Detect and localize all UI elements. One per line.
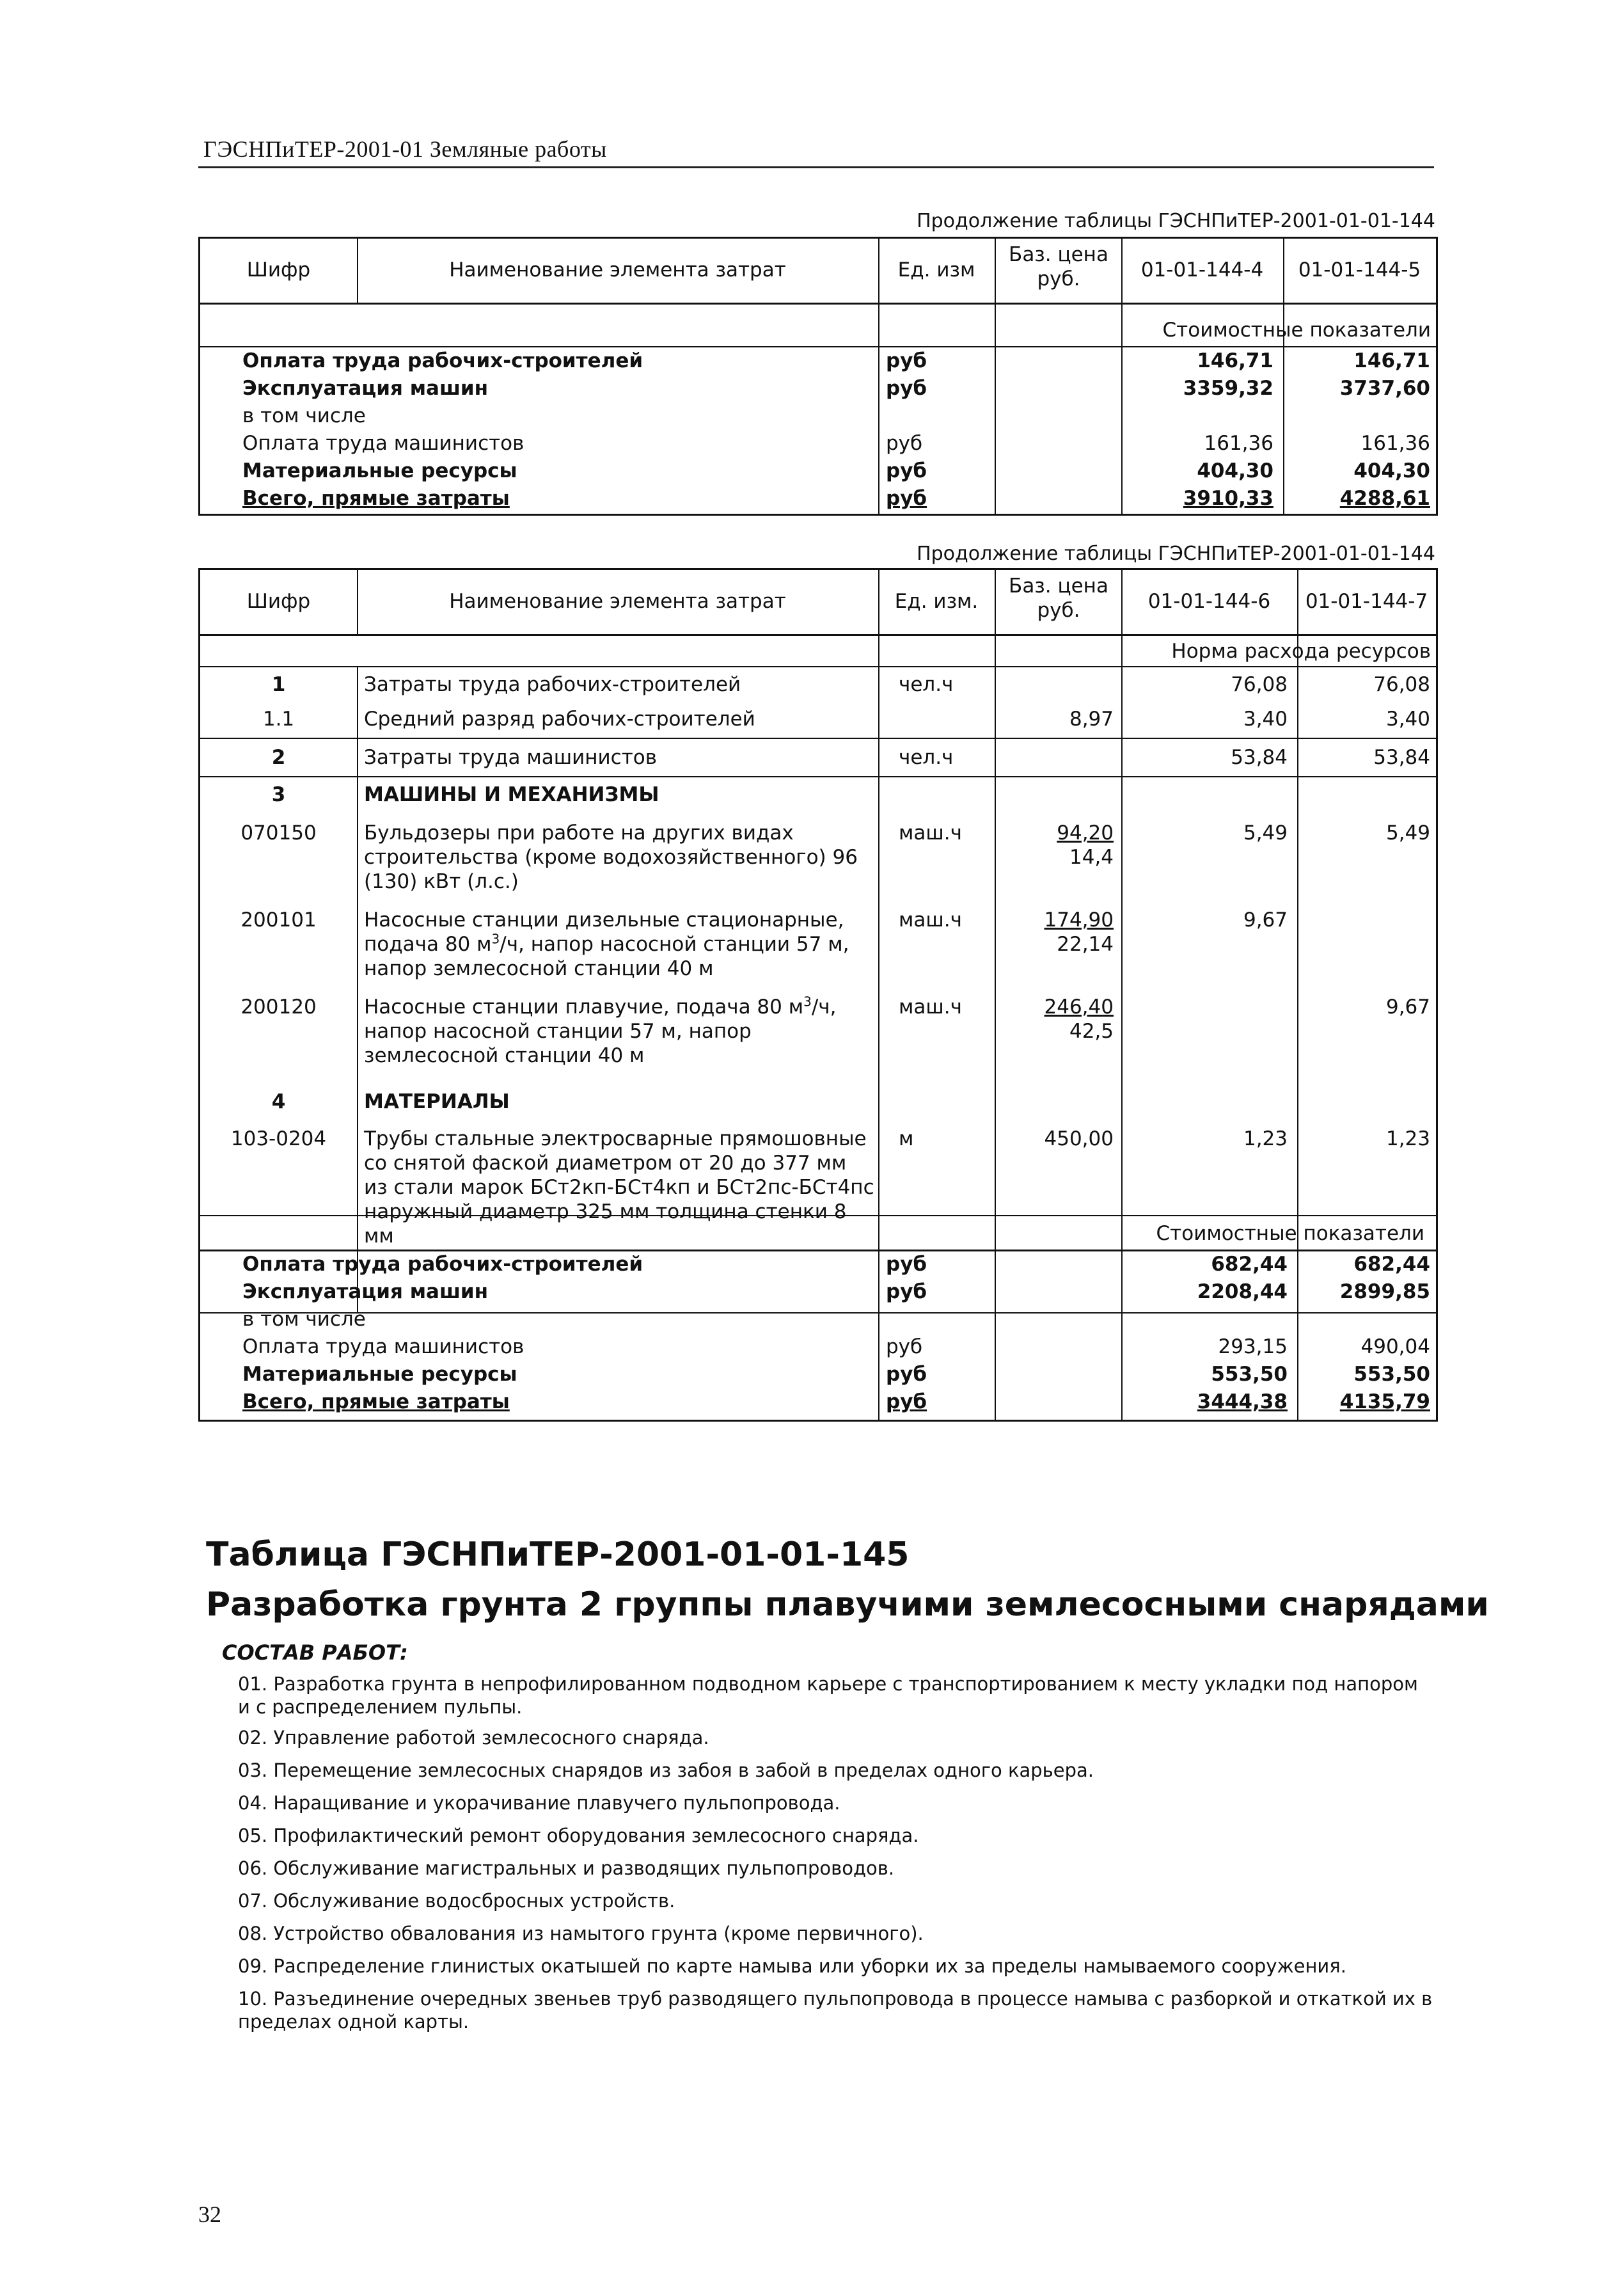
- t2-row-name: МАТЕРИАЛЫ: [364, 1090, 510, 1113]
- t2-hline: [200, 776, 1436, 777]
- t2-cost-v1: 2208,44: [1197, 1280, 1288, 1303]
- t1-row-v1: 3910,33: [1183, 487, 1273, 510]
- t2-row-code: 1.1: [262, 708, 295, 731]
- t2-row-code: 200120: [240, 996, 317, 1019]
- t2-cost-name: в том числе: [242, 1308, 366, 1331]
- t2-row-price: 174,90: [1044, 909, 1114, 932]
- t2-row-unit: маш.ч: [899, 996, 962, 1019]
- t2-cost-name: Эксплуатация машин: [242, 1280, 489, 1303]
- t2-row-code: 070150: [240, 821, 317, 845]
- t2-vline: [878, 570, 879, 1420]
- t2-cost-name: Оплата труда рабочих-строителей: [242, 1253, 643, 1276]
- table1: [198, 237, 1438, 516]
- t2-cost-v2: 4135,79: [1339, 1390, 1430, 1413]
- t2-row-code: 1: [271, 673, 286, 696]
- t2-cost-unit: руб: [886, 1253, 927, 1276]
- t2-section-cost: Стоимостные показатели: [1156, 1222, 1424, 1245]
- table-145-subtitle: Разработка грунта 2 группы плавучими землесосными снарядами: [206, 1585, 1489, 1624]
- t1-row-unit: руб: [886, 377, 927, 400]
- table2: [198, 568, 1438, 1422]
- t1-row-v2: 161,36: [1360, 432, 1430, 455]
- t1-col-price: Баз. цена руб.: [1009, 243, 1108, 290]
- t2-row-name: Бульдозеры при работе на других видах строительства (кроме водохозяйственного) 96 (130) кВт (л.с.): [364, 821, 858, 893]
- t2-row-v2: 3,40: [1385, 708, 1430, 731]
- work-item: 02. Управление работой землесосного снаряда.: [238, 1727, 709, 1749]
- t2-row-v2: 5,49: [1385, 821, 1430, 845]
- t2-row-name: Насосные станции дизельные стационарные, подача 80 $м^3/ч$, напор насосной станции 57 м, напор землесосной станции 40 м: [364, 909, 849, 980]
- t2-row-unit: маш.ч: [899, 909, 962, 932]
- t2-row-v2: 9,67: [1385, 996, 1430, 1019]
- t1-row-name: Оплата труда машинистов: [242, 432, 524, 455]
- page-number: 32: [198, 2202, 221, 2227]
- works-heading: СОСТАВ РАБОТ:: [222, 1640, 408, 1665]
- t2-row-code: 103-0204: [230, 1127, 327, 1150]
- t1-vline: [995, 239, 996, 514]
- t2-row-name: Затраты труда машинистов: [364, 746, 658, 769]
- t2-row-unit: чел.ч: [899, 746, 954, 769]
- t1-row-v1: 146,71: [1197, 349, 1273, 372]
- t1-col-code: Шифр: [246, 258, 311, 282]
- t2-col-unit: Ед. изм.: [894, 590, 979, 613]
- t2-row-unit: м: [899, 1127, 914, 1150]
- t1-row-name: Оплата труда рабочих-строителей: [242, 349, 643, 372]
- t2-row-unit: чел.ч: [899, 673, 954, 696]
- t2-row-unit: маш.ч: [899, 821, 962, 845]
- t1-row-v2: 4288,61: [1339, 487, 1430, 510]
- t2-row-price: 246,40: [1044, 996, 1114, 1019]
- work-item: 05. Профилактический ремонт оборудования землесосного снаряда.: [238, 1825, 919, 1846]
- t2-row-v1: 9,67: [1243, 909, 1288, 932]
- header-rule: [198, 166, 1434, 168]
- t1-row-unit: руб: [886, 487, 927, 510]
- t1-hline: [200, 303, 1436, 305]
- t2-cost-v2: 2899,85: [1339, 1280, 1430, 1303]
- t2-row-v1: 3,40: [1243, 708, 1288, 731]
- t2-hline: [200, 634, 1436, 636]
- t1-row-name: Всего, прямые затраты: [242, 487, 510, 510]
- running-header: ГЭСНПиТЕР-2001-01 Земляные работы: [203, 136, 607, 162]
- t2-col-name: Наименование элемента затрат: [449, 590, 786, 613]
- t2-row-price2: 14,4: [1069, 846, 1114, 869]
- t2-row-price: 94,20: [1057, 821, 1114, 845]
- work-item: 10. Разъединение очередных звеньев труб разводящего пульпопровода в процессе намыва с разборкой и откаткой их в пределах одной карты.: [238, 1988, 1433, 2033]
- t1-col-name: Наименование элемента затрат: [449, 258, 786, 282]
- t2-row-code: 4: [271, 1090, 286, 1113]
- t2-row-price: 8,97: [1069, 708, 1114, 731]
- t2-cost-unit: руб: [886, 1390, 927, 1413]
- t2-row-code: 2: [271, 746, 286, 769]
- t2-cost-name: Материальные ресурсы: [242, 1363, 517, 1386]
- t2-col-v2: 01-01-144-7: [1305, 590, 1428, 613]
- table-145-title: Таблица ГЭСНПиТЕР-2001-01-01-145: [206, 1536, 910, 1574]
- t1-row-name: Материальные ресурсы: [242, 459, 517, 482]
- t2-row-v1: 76,08: [1231, 673, 1288, 696]
- t1-row-v1: 3359,32: [1183, 377, 1273, 400]
- t2-cost-name: Всего, прямые затраты: [242, 1390, 510, 1413]
- t1-section-cost: Стоимостные показатели: [1162, 319, 1431, 342]
- t2-cost-unit: руб: [886, 1335, 923, 1358]
- t1-row-name: Эксплуатация машин: [242, 377, 489, 400]
- t2-row-name: Средний разряд рабочих-строителей: [364, 708, 755, 731]
- t2-row-code: 200101: [240, 909, 317, 932]
- t1-row-v1: 404,30: [1197, 459, 1273, 482]
- t2-cost-v1: 293,15: [1218, 1335, 1288, 1358]
- t2-row-v1: 1,23: [1243, 1127, 1288, 1150]
- table2-caption: Продолжение таблицы ГЭСНПиТЕР-2001-01-01-144: [917, 543, 1435, 565]
- t1-col-unit: Ед. изм: [897, 258, 975, 282]
- t2-row-price2: 22,14: [1057, 933, 1114, 956]
- work-item: 03. Перемещение землесосных снарядов из забоя в забой в пределах одного карьера.: [238, 1759, 1094, 1781]
- t1-row-unit: руб: [886, 459, 927, 482]
- work-item: 08. Устройство обвалования из намытого грунта (кроме первичного).: [238, 1923, 924, 1944]
- t2-cost-v1: 553,50: [1211, 1363, 1288, 1386]
- t2-row-v2: 1,23: [1385, 1127, 1430, 1150]
- t2-row-price: 450,00: [1044, 1127, 1114, 1150]
- t2-col-v1: 01-01-144-6: [1147, 590, 1271, 613]
- t2-cost-v1: 682,44: [1211, 1253, 1288, 1276]
- work-item: 09. Распределение глинистых окатышей по карте намыва или уборки их за пределы намываемого сооружения.: [238, 1955, 1346, 1977]
- t1-row-v2: 404,30: [1353, 459, 1430, 482]
- t1-col-v2: 01-01-144-5: [1298, 258, 1421, 282]
- t2-row-v2: 53,84: [1373, 746, 1430, 769]
- t2-row-price2: 42,5: [1069, 1020, 1114, 1043]
- work-item: 04. Наращивание и укорачивание плавучего пульпопровода.: [238, 1792, 840, 1814]
- t1-row-v2: 146,71: [1353, 349, 1430, 372]
- t2-row-name: Насосные станции плавучие, подача 80 $м^3/ч$, напор насосной станции 57 м, напор землесосной станции 40 м: [364, 994, 837, 1067]
- t2-row-code: 3: [271, 783, 286, 806]
- t2-cost-unit: руб: [886, 1280, 927, 1303]
- t2-col-code: Шифр: [246, 590, 311, 613]
- work-item: 07. Обслуживание водосбросных устройств.: [238, 1890, 675, 1912]
- t2-cost-v2: 553,50: [1353, 1363, 1430, 1386]
- t2-col-price: Баз. цена руб.: [1009, 575, 1108, 622]
- t1-row-name: в том числе: [242, 404, 366, 427]
- t2-cost-v2: 682,44: [1353, 1253, 1430, 1276]
- t2-hline: [200, 738, 1436, 739]
- work-item: 01. Разработка грунта в непрофилированном подводном карьере с транспортированием к месту укладки под напором и с распределением пульпы.: [238, 1673, 1418, 1718]
- t2-hline: [357, 1312, 1436, 1314]
- t1-row-v2: 3737,60: [1339, 377, 1430, 400]
- t1-row-unit: руб: [886, 432, 923, 455]
- t2-row-v1: 5,49: [1243, 821, 1288, 845]
- t2-row-name: Затраты труда рабочих-строителей: [364, 673, 741, 696]
- t2-row-v2: 76,08: [1373, 673, 1430, 696]
- t2-row-name: МАШИНЫ И МЕХАНИЗМЫ: [364, 783, 659, 806]
- t2-row-name: Трубы стальные электросварные прямошовные со снятой фаской диаметром от 20 до 377 мм из стали марок БСт2кп-БСт4кп и БСт2пс-БСт4пс наружный диаметр 325 мм толщина стенки 8 мм: [364, 1127, 874, 1248]
- t2-cost-v1: 3444,38: [1197, 1390, 1288, 1413]
- t2-row-v1: 53,84: [1231, 746, 1288, 769]
- t2-hline: [200, 1250, 1436, 1251]
- t2-cost-name: Оплата труда машинистов: [242, 1335, 524, 1358]
- t2-hline: [200, 666, 1436, 667]
- work-item: 06. Обслуживание магистральных и разводящих пульпопроводов.: [238, 1857, 895, 1879]
- t1-col-v1: 01-01-144-4: [1140, 258, 1264, 282]
- t1-row-unit: руб: [886, 349, 927, 372]
- t2-cost-v2: 490,04: [1360, 1335, 1430, 1358]
- t1-row-v1: 161,36: [1204, 432, 1273, 455]
- table1-caption: Продолжение таблицы ГЭСНПиТЕР-2001-01-01-144: [917, 210, 1435, 232]
- t2-cost-unit: руб: [886, 1363, 927, 1386]
- t1-hline: [200, 346, 1436, 347]
- t2-section-norm: Норма расхода ресурсов: [1171, 640, 1431, 663]
